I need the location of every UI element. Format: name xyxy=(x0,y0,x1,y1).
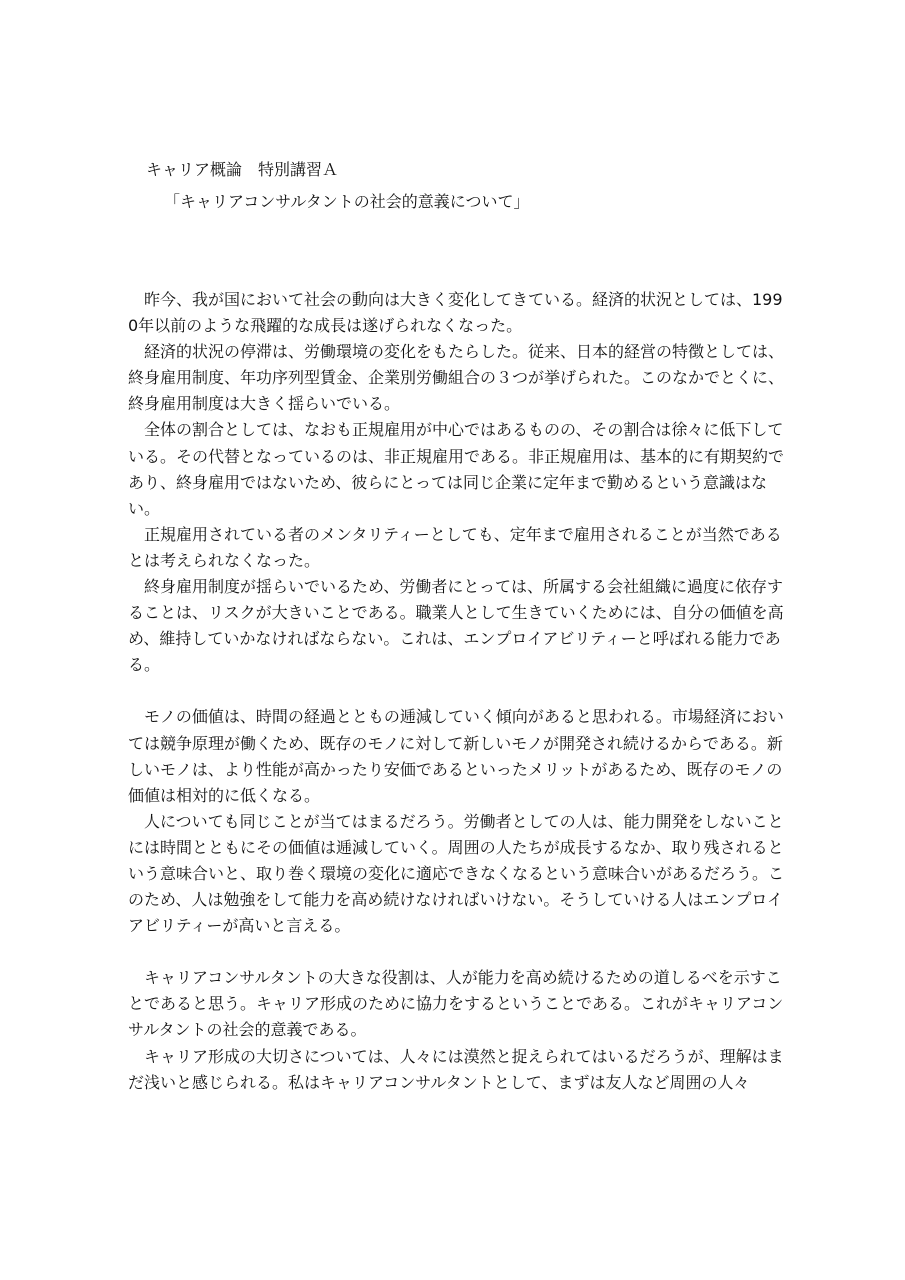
document-header xyxy=(146,154,529,218)
paragraph: 正規雇用されている者のメンタリティーとしても、定年まで雇用されることが当然であるとは考えられなくなった。 xyxy=(128,524,782,570)
section-3 xyxy=(128,965,792,1095)
section-gap xyxy=(128,939,792,965)
paragraph: モノの価値は、時間の経過とともの逓減していく傾向があると思われる。市場経済においては競争原理が働くため、既存のモノに対して新しいモノが開発され続けるからである。新しいモノは、より性能が高かったり安価であるといったメリットがあるため、既存のモノの価値は相対的に低くなる。 xyxy=(128,707,784,805)
paragraph: 終身雇用制度が揺らいでいるため、労働者にとっては、所属する会社組織に過度に依存することは、リスクが大きいことである。職業人として生きていくためには、自分の価値を高め、維持していかなければならない。これは、エンプロイアビリティーと呼ばれる能力である。 xyxy=(128,577,784,675)
document-subtitle: 「キャリアコンサルタントの社会的意義について」 xyxy=(164,192,530,211)
paragraph: 人についても同じことが当てはまるだろう。労働者としての人は、能力開発をしないことには時間とともにその価値は逓減していく。周囲の人たちが成長するなか、取り残されるという意味合いと、取り巻く環境の変化に適応できなくなるという意味合いがあるだろう。このため、人は勉強をして能力を高め続けなければいけない。そうしていける人はエンプロイアビリティーが高いと言える。 xyxy=(128,811,785,936)
paragraph: キャリア形成の大切さについては、人々には漠然と捉えられてはいるだろうが、理解はまだ浅いと感じられる。私はキャリアコンサルタントとして、まずは友人など周囲の人々 xyxy=(128,1046,784,1092)
section-gap xyxy=(128,678,792,704)
document-body xyxy=(128,287,792,1096)
section-2 xyxy=(128,704,792,939)
paragraph: キャリアコンサルタントの大きな役割は、人が能力を高め続けるための道しるべを示すことであると思う。キャリア形成のために協力をするということである。これがキャリアコンサルタントの社会的意義である。 xyxy=(128,968,784,1040)
paragraph: 全体の割合としては、なおも正規雇用が中心ではあるものの、その割合は徐々に低下している。その代替となっているのは、非正規雇用である。非正規雇用は、基本的に有期契約であり、終身雇用ではないため、彼らにとっては同じ企業に定年まで勤めるという意識はない。 xyxy=(128,420,785,518)
paragraph: 経済的状況の停滞は、労働環境の変化をもたらした。従来、日本的経営の特徴としては、終身雇用制度、年功序列型賃金、企業別労働組合の３つが挙げられた。このなかでとくに、終身雇用制度は大きく揺らいでいる。 xyxy=(128,342,785,414)
document-title: キャリア概論 特別講習Ａ xyxy=(146,160,339,179)
paragraph: 昨今、我が国において社会の動向は大きく変化してきている。経済的状況としては、1990年以前のような飛躍的な成長は遂げられなくなった。 xyxy=(128,290,783,336)
section-1 xyxy=(128,287,792,678)
